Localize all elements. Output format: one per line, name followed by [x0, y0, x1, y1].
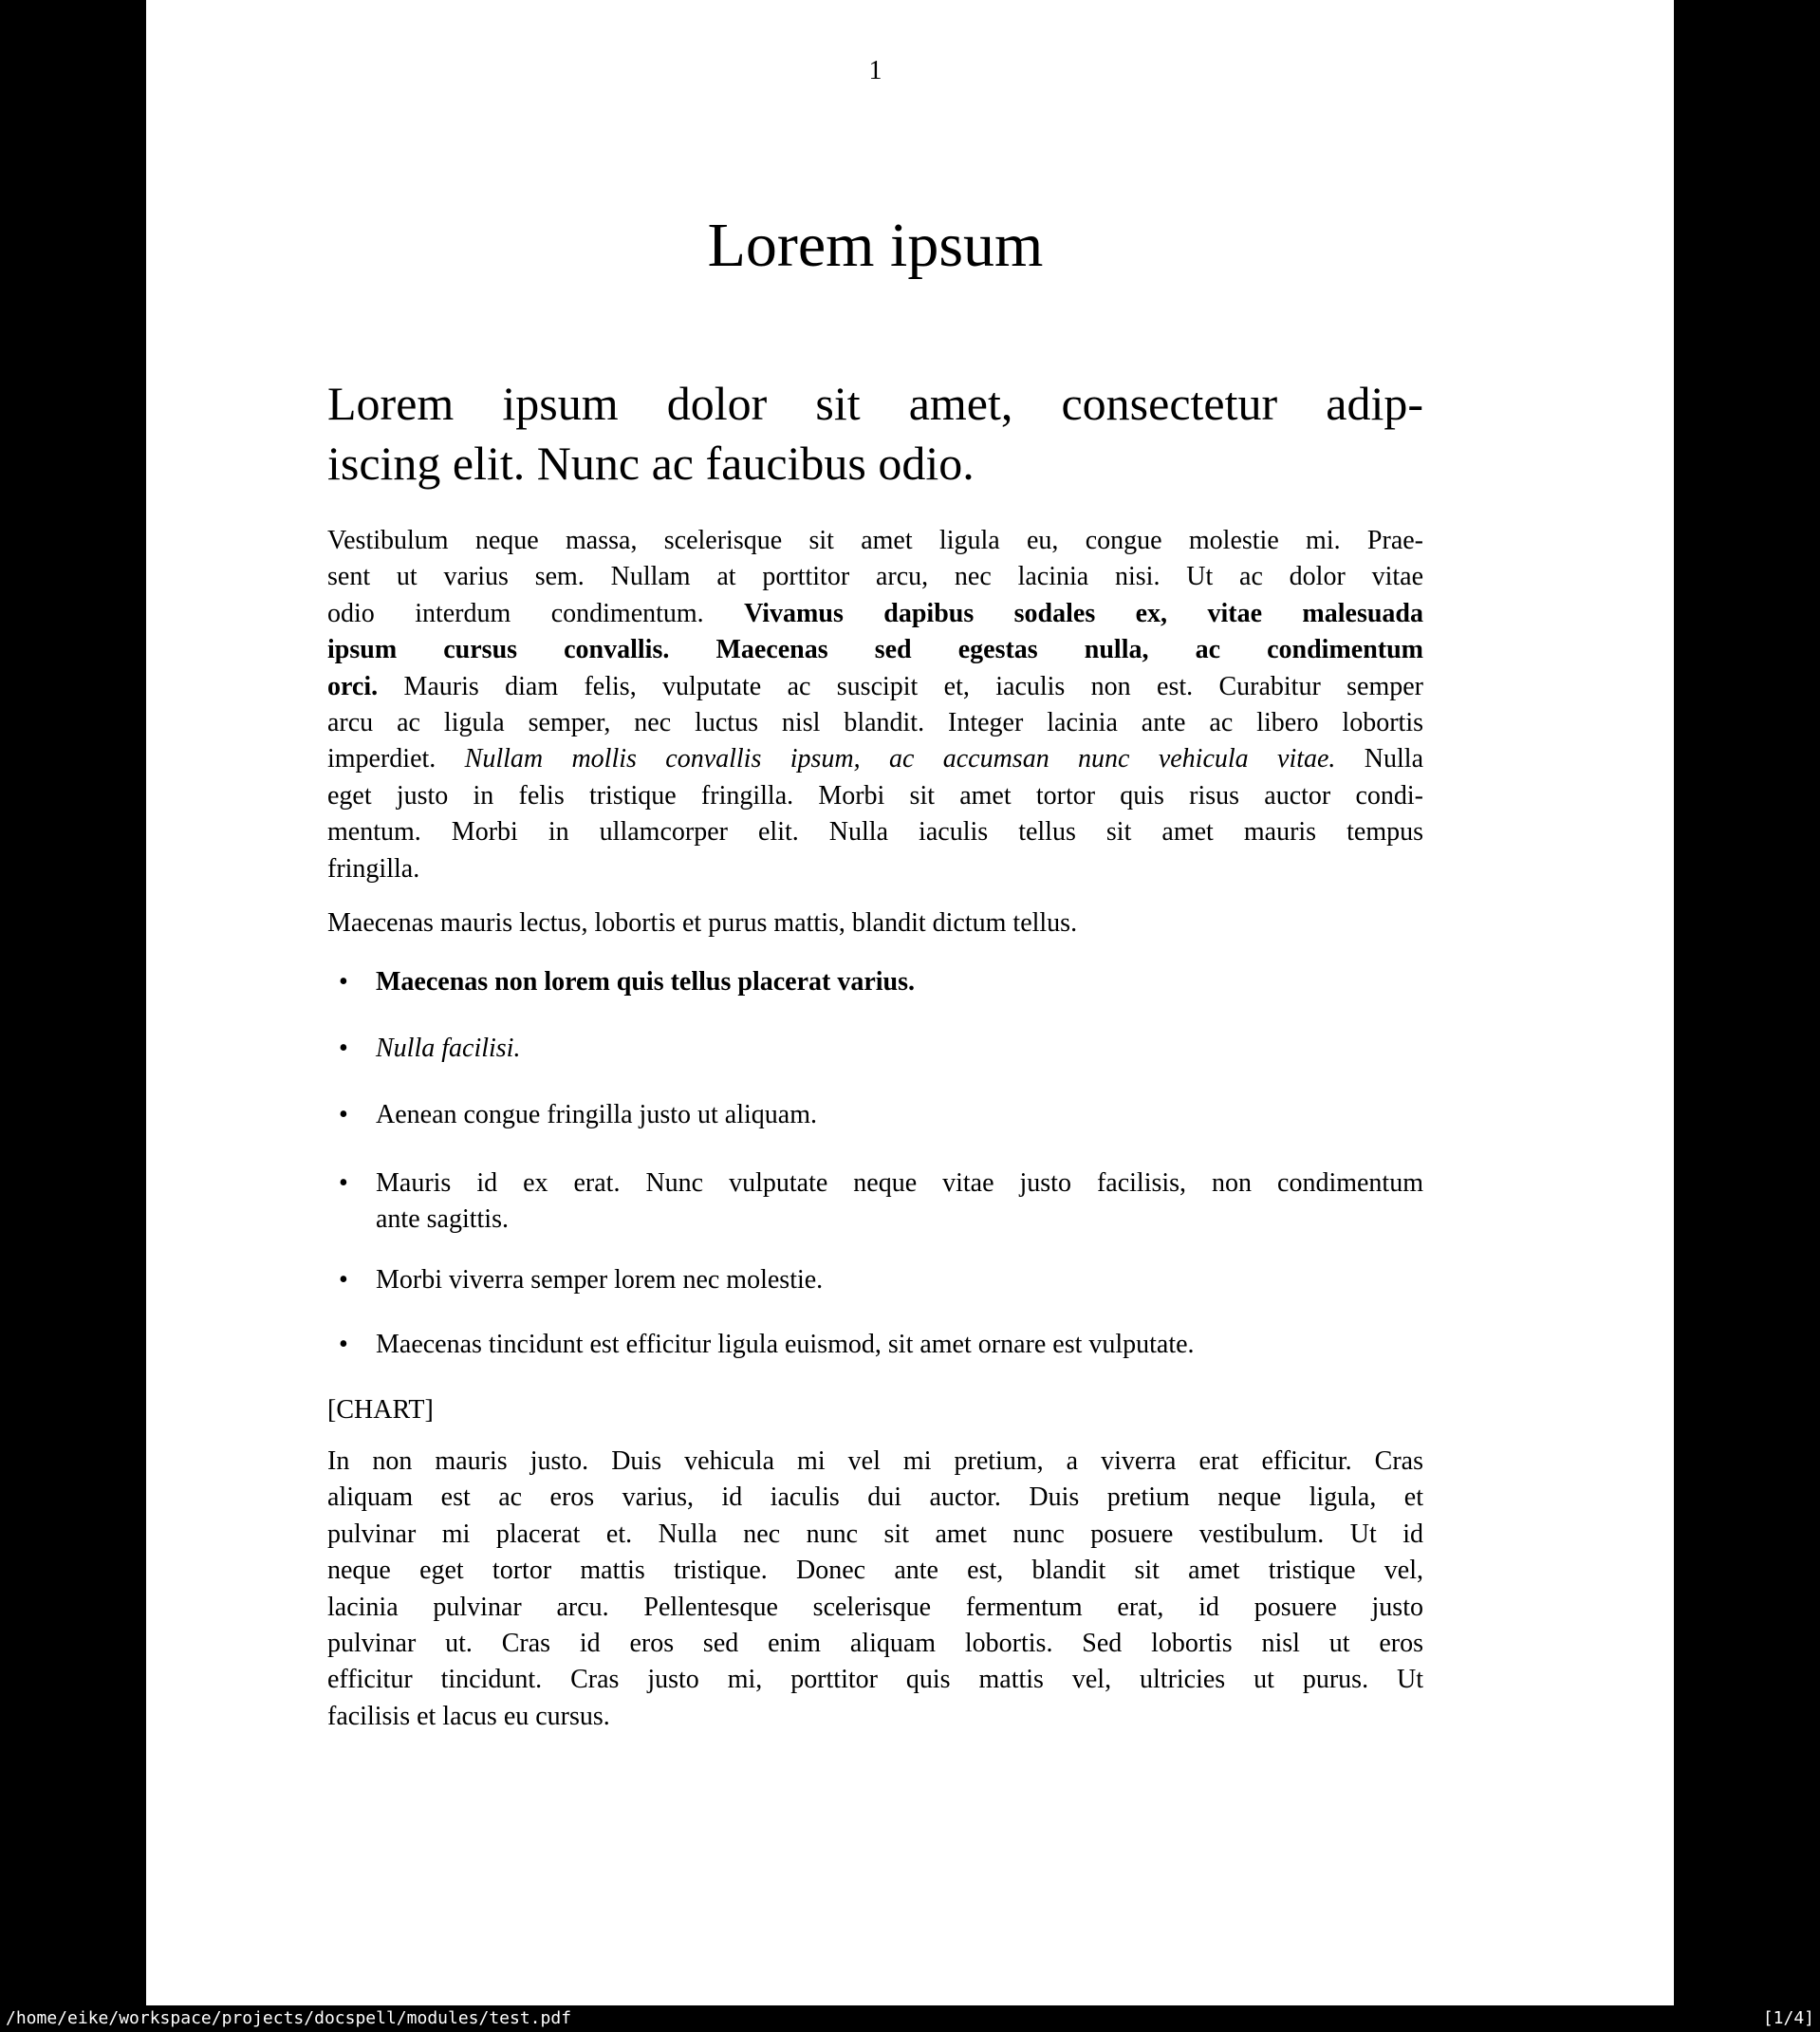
text-column	[327, 0, 1423, 2005]
bullet-icon: •	[339, 1034, 348, 1063]
statusbar-page-indicator: [1/4]	[1762, 2008, 1814, 2028]
list-item	[327, 1097, 1423, 1133]
list-item-text: Maecenas tincidunt est efficitur ligula euismod, sit amet ornare est vulputate.	[376, 1330, 1195, 1359]
list-item	[327, 1031, 1423, 1067]
list-item-text: Morbi viverra semper lorem nec molestie.	[376, 1265, 824, 1295]
list-item	[327, 1165, 1423, 1239]
pdf-page	[146, 0, 1674, 2005]
list-item-text: Maecenas non lorem quis tellus placerat varius.	[376, 967, 916, 997]
document-title: Lorem ipsum	[707, 211, 1044, 280]
list-item	[327, 1327, 1423, 1363]
page-number: 1	[868, 56, 882, 85]
paragraph: Maecenas mauris lectus, lobortis et purus mattis, blandit dictum tellus.	[327, 908, 1078, 938]
bullet-icon: •	[339, 1265, 348, 1295]
chart-placeholder: [CHART]	[327, 1395, 434, 1425]
list-item-text: Nulla facilisi.	[376, 1034, 521, 1063]
bullet-icon: •	[339, 1330, 348, 1359]
list-item	[327, 964, 1423, 1000]
paragraph: In non mauris justo. Duis vehicula mi vel mi pretium, a viverra erat efficitur. Cras aliquam est ac eros varius, id iaculis dui auctor. Duis pretium neque ligula, et pulvinar mi placerat et. Nulla nec nunc sit amet nunc posuere vestibulum. Ut id neque eget tortor mattis tristique. Donec ante est, blandit sit amet tristique vel, lacinia pulvinar arcu. Pellentesque scelerisque fermentum erat, id posuere justo pulvinar ut. Cras id eros sed enim aliquam lobortis. Sed lobortis nisl ut eros efficitur tincidunt. Cras justo mi, porttitor quis mattis vel, ultricies ut purus. Ut facilisis et lacus eu cursus.	[327, 1446, 1423, 1731]
bullet-icon: •	[339, 1100, 348, 1129]
list-item	[327, 1262, 1423, 1298]
list-item-text: Aenean congue fringilla justo ut aliquam.	[376, 1100, 817, 1129]
statusbar-filepath: /home/eike/workspace/projects/docspell/modules/test.pdf	[6, 2008, 572, 2028]
section-heading: Lorem ipsum dolor sit amet, consectetur adip- iscing elit. Nunc ac faucibus odio.	[327, 377, 1423, 490]
bullet-icon: •	[339, 1168, 348, 1198]
list-item-text: Mauris id ex erat. Nunc vulputate neque vitae justo facilisis, non condimentum ante sagittis.	[376, 1168, 1423, 1235]
statusbar	[0, 2005, 1820, 2032]
paragraph: Vestibulum neque massa, scelerisque sit amet ligula eu, congue molestie mi. Prae- sent ut varius sem. Nullam at porttitor arcu, nec lacinia nisi. Ut ac dolor vitae odio interdum condimentum. Vivamus dapibus sodales ex, vitae malesuada ipsum cursus convallis. Maecenas sed egestas nulla, ac condimentum orci. Mauris diam felis, vulputate ac suscipit et, iaculis non est. Curabitur semper arcu ac ligula semper, nec luctus nisl blandit. Integer lacinia ante ac libero lobortis imperdiet. Nullam mollis convallis ipsum, ac accumsan nunc vehicula vitae. Nulla eget justo in felis tristique fringilla. Morbi sit amet tortor quis risus auctor condi- mentum. Morbi in ullamcorper elit. Nulla iaculis tellus sit amet mauris tempus fringilla.	[327, 526, 1423, 884]
bullet-icon: •	[339, 967, 348, 997]
